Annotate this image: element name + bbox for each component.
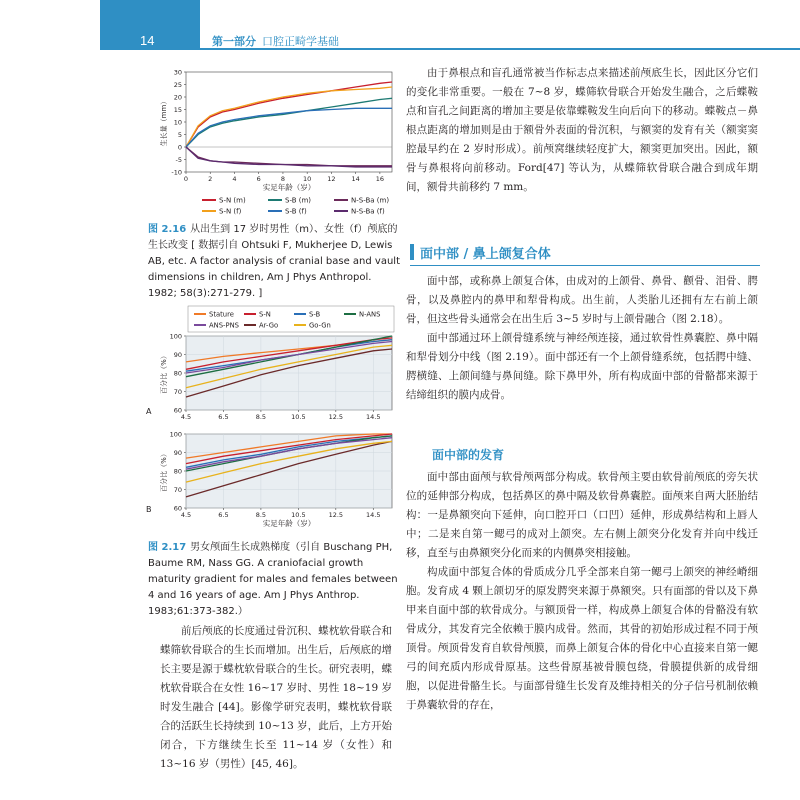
figure-2-17-caption-number: 图 2.17: [148, 542, 187, 553]
y-tick-label: 30: [173, 68, 182, 77]
y-tick-label: 60: [173, 504, 182, 513]
panel-b-label: B: [146, 505, 152, 514]
x-tick-label: 12.5: [328, 511, 344, 519]
left-column-text: [160, 622, 392, 774]
chart-cranial-base-growth: [140, 60, 400, 220]
legend-label: S-B (m): [285, 196, 312, 205]
x-tick-label: 6.5: [218, 511, 229, 519]
panel-a-label: A: [146, 407, 152, 416]
legend-label: S-B (f): [285, 207, 307, 216]
x-tick-label: 12: [327, 175, 336, 183]
legend-label: N-S-Ba (f): [351, 207, 385, 216]
figure-2-16-caption: [148, 222, 400, 302]
legend-label: Ar-Go: [259, 321, 279, 330]
paragraph-nasion: 由于鼻根点和盲孔通常被当作标志点来描述前颅底生长，因此区分它们的变化非常重要。一般在 7~8 岁，蝶筛软骨联合开始发生融合，之后蝶鞍点和盲孔之间距离的增加主要是依靠蝶鞍发生向后向下的移动。蝶鞍点－鼻根点距离的增加则是由于额骨外表面的骨沉积，与额窦的发育有关（额窦窦腔最早约在 2 岁时形成）。前颅窝继续轻度扩大，额窦更加突出。因此，额骨与鼻根将向前移动。Ford[47] 等认为，从蝶筛软骨联合融合到成年期间，额骨共前移约 7 mm。: [406, 67, 758, 193]
x-tick-label: 6.5: [218, 413, 229, 421]
figure-2-17-caption: [148, 540, 400, 620]
figure-2-17: [140, 302, 400, 544]
x-tick-label: 10.5: [291, 413, 306, 421]
x-tick-label: 6: [256, 175, 261, 183]
paragraph-midface-bones: 面中部，或称鼻上颌复合体，由成对的上颌骨、鼻骨、颧骨、泪骨、腭骨，以及鼻腔内的鼻甲和犁骨构成。出生前，人类胎儿还拥有左右前上颌骨，但这些骨头通常会在出生后 3~5 岁时与上颌骨融合（图 2.18）。: [406, 275, 758, 325]
x-axis-label: 实足年龄（岁）: [262, 519, 316, 528]
x-tick-label: 4.5: [180, 413, 192, 421]
legend-label: ANS-PNS: [209, 321, 239, 330]
x-axis-label: 实足年龄（岁）: [262, 183, 316, 192]
figure-2-17-caption-text: 男女颅面生长成熟梯度（引自 Buschang PH, Baume RM, Nass GG. A craniofacial growth maturity gradient for males and females between 4 and 16 years of age. Am J Phys Anthrop. 1983;61:373-382.）: [148, 542, 398, 617]
plot-area: [159, 333, 392, 422]
x-tick-label: 14.5: [366, 511, 381, 519]
y-tick-label: -10: [171, 168, 182, 177]
subsection-title: 面中部的发育: [432, 448, 505, 462]
y-tick-label: 10: [173, 118, 182, 127]
figure-2-16: [140, 60, 400, 220]
section-title: 面中部 / 鼻上颌复合体: [420, 247, 551, 262]
legend-label: Go-Gn: [309, 321, 331, 330]
legend-label: Stature: [209, 310, 234, 319]
right-column-text-top: [406, 64, 758, 197]
chart-maturity-gradient: [140, 302, 400, 544]
right-column-text-middle: [406, 272, 758, 405]
plot-area: [159, 431, 392, 529]
y-tick-label: 15: [173, 106, 182, 114]
x-tick-label: 4: [232, 175, 237, 183]
y-axis-label: 生长量（mm）: [160, 97, 168, 147]
y-axis-label: 百分比（%）: [160, 352, 168, 394]
x-tick-label: 12.5: [328, 413, 344, 421]
paragraph-midface-sutures: 面中部通过环上颌骨缝系统与神经颅连接，通过软骨性鼻囊腔、鼻中隔和犁骨划分中线（图 2.19）。面中部还有一个上颌骨缝系统，包括腭中缝、腭横缝、上颌间缝与鼻间缝。除下鼻甲外，所有构成面中部的骨骼都来源于结缔组织的膜内成骨。: [406, 332, 758, 401]
section-midface: [410, 240, 760, 266]
y-tick-label: 0: [177, 143, 182, 152]
x-tick-label: 4.5: [180, 511, 192, 519]
y-tick-label: 70: [173, 486, 182, 494]
y-axis-label: 百分比（%）: [160, 450, 168, 492]
y-tick-label: 90: [173, 351, 182, 359]
x-tick-label: 14: [351, 175, 360, 183]
plot-area: [159, 69, 392, 193]
legend-label: N-ANS: [359, 310, 381, 319]
figure-2-16-caption-number: 图 2.16: [148, 224, 187, 235]
legend-label: S-N: [259, 310, 271, 319]
x-tick-label: 2: [208, 175, 213, 183]
paragraph-bone-origin: 构成面中部复合体的骨质成分几乎全部来自第一鳃弓上颌突的神经嵴细胞。发育成 4 颗上颌切牙的原发腭突来源于鼻额突。只有面部的骨以及下鼻甲来自面中部的软骨成分。与额顶骨一样，构成鼻上颌复合体的骨骼没有软骨成分，其发育完全依赖于膜内成骨。然而，其骨的初始形成过程不同于颅顶骨。颅顶骨发育自软骨颅膜，而鼻上颌复合体的骨化中心直接来自第一鳃弓的间充质内形成骨原基。这些骨原基被骨膜包绕，骨膜提供新的成骨细胞，以促进骨骼生长。与面部骨缝生长发育及维持相关的分子信号机制依赖于鼻囊软骨的存在，: [406, 566, 758, 711]
section-marker: [410, 244, 414, 260]
right-column-text-bottom: [406, 468, 758, 715]
legend: [202, 197, 389, 216]
y-tick-label: 90: [173, 449, 182, 457]
x-tick-label: 8.5: [255, 511, 267, 519]
x-tick-label: 14.5: [366, 413, 381, 421]
legend-label: S-N (f): [219, 207, 242, 216]
legend: [188, 306, 394, 332]
y-tick-label: 60: [173, 406, 182, 415]
legend-label: S-N (m): [219, 196, 246, 205]
figure-2-16-caption-text: 从出生到 17 岁时男性（m）、女性（f）颅底的生长改变 [ 数据引自 Ohtsuki F, Mukherjee D, Lewis AB, etc. A factor analysis of cranial base and vault dimensions in children, Am J Phys Anthropol. 1982; 58(3):271-279. ]: [148, 224, 400, 299]
page-number: 14: [140, 33, 155, 48]
x-tick-label: 8.5: [255, 413, 267, 421]
y-tick-label: 25: [173, 81, 182, 89]
legend-label: S-B: [309, 310, 321, 319]
x-tick-label: 0: [183, 175, 189, 183]
x-tick-label: 10.5: [291, 511, 306, 519]
x-tick-label: 16: [375, 175, 385, 183]
x-tick-label: 8: [280, 175, 286, 183]
y-tick-label: 100: [169, 332, 182, 341]
header-part-label: 第一部分: [212, 35, 256, 48]
y-tick-label: -5: [175, 156, 182, 164]
y-tick-label: 80: [173, 467, 182, 476]
paragraph-cranial-base: 前后颅底的长度通过骨沉积、蝶枕软骨联合和蝶筛软骨联合的生长而增加。出生后，后颅底的增长主要是源于蝶枕软骨联合的生长。研究表明，蝶枕软骨联合在女性 16~17 岁时、男性 18~19 岁时发生融合 [44]。影像学研究表明，蝶枕软骨联合的活跃生长持续到 10~13 岁，此后，上方开始闭合，下方继续生长至 11~14 岁（女性）和 13~16 岁（男性）[45, 46]。: [160, 625, 392, 770]
legend-label: N-S-Ba (m): [351, 196, 390, 205]
y-tick-label: 70: [173, 388, 182, 396]
header-title: 口腔正畸学基础: [262, 35, 339, 48]
paragraph-midface-development: 面中部由面颅与软骨颅两部分构成。软骨颅主要由软骨前颅底的旁矢状位的延伸部分构成，包括鼻区的鼻中隔及软骨鼻囊腔。面颅来自两大胚胎结构：一是鼻额突向下延伸，向口腔开口（口凹）延伸，形成鼻结构和上唇人中；二是来自第一鳃弓的成对上颌突。左右侧上颌突分化发育并向中线迁移，直至与由鼻额突分化而来的内侧鼻突相接触。: [406, 471, 758, 559]
y-tick-label: 20: [173, 93, 182, 102]
y-tick-label: 100: [169, 430, 182, 439]
plot-frame: [186, 72, 392, 172]
y-tick-label: 80: [173, 369, 182, 378]
x-tick-label: 10: [303, 175, 312, 183]
y-tick-label: 5: [177, 131, 182, 139]
